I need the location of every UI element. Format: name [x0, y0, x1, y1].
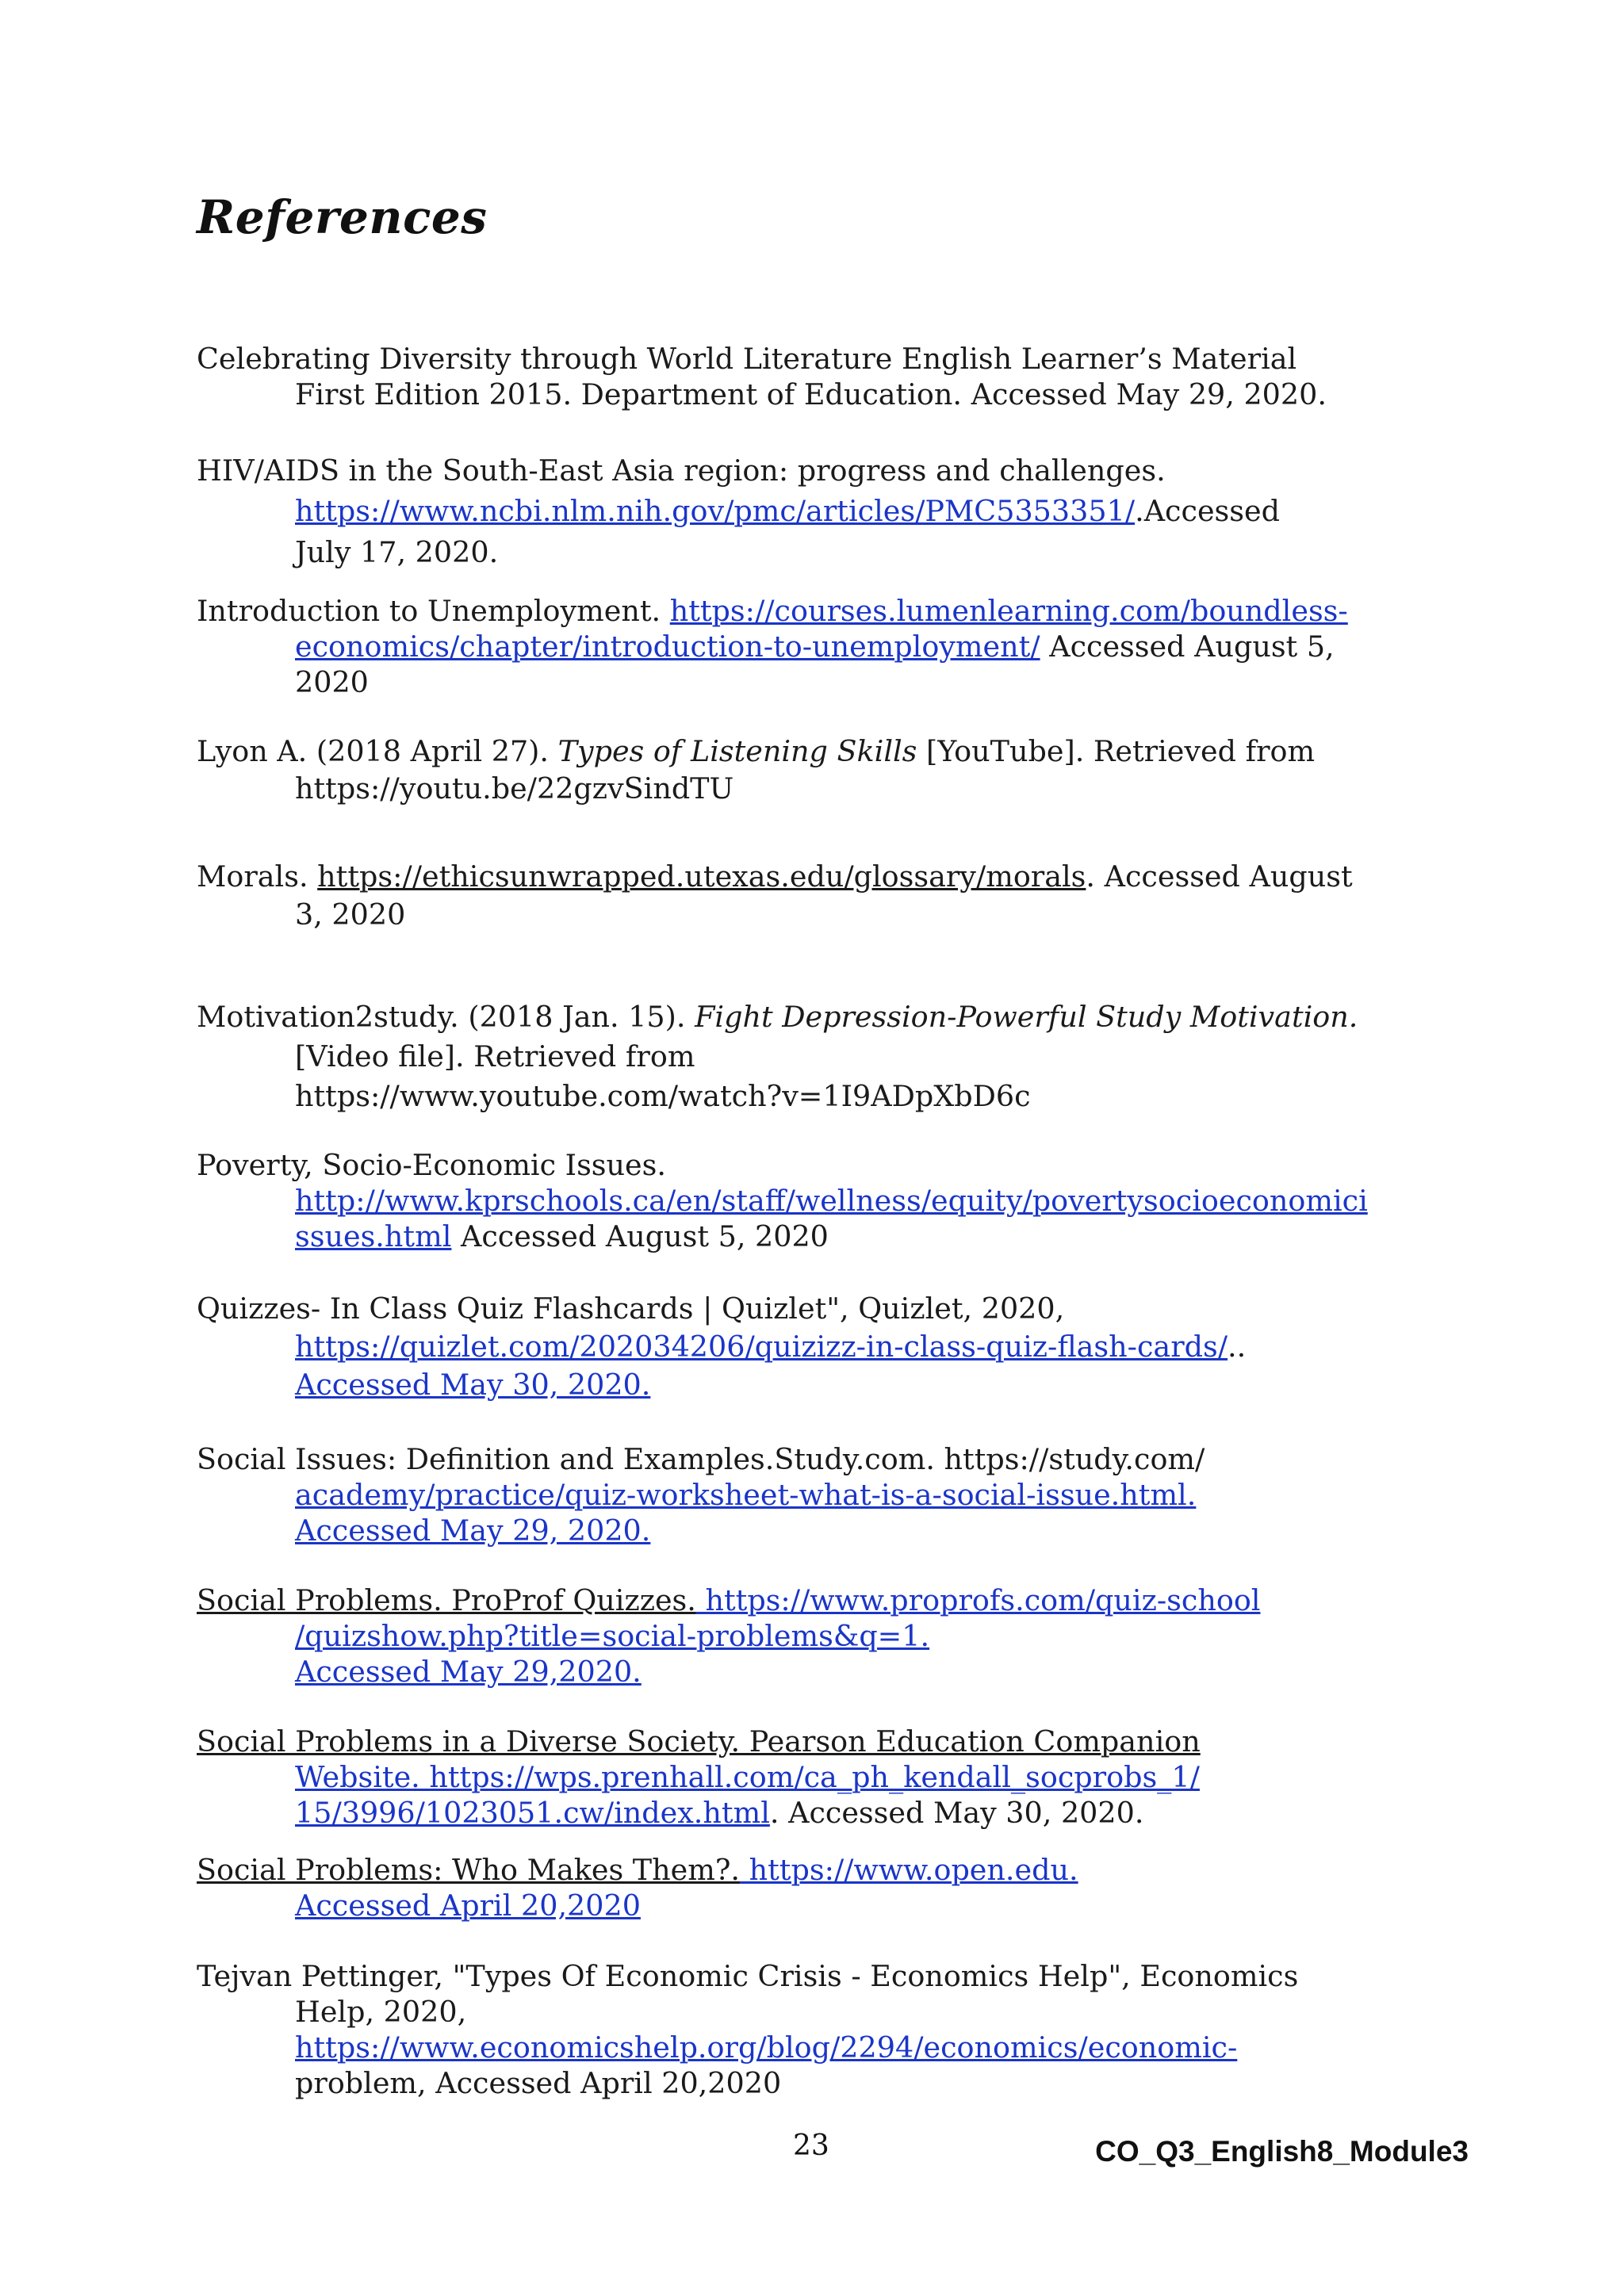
reference-entry-motivation2study — [197, 997, 1434, 1116]
reference-entry-social-issues — [197, 1441, 1434, 1548]
ref-line — [197, 1219, 1434, 1254]
reference-link[interactable]: /quizshow.php?title=social-problems&q=1. — [295, 1619, 930, 1653]
reference-entry-pettinger — [197, 1958, 1434, 2101]
ref-line: 2020 — [295, 665, 369, 699]
page-title: References — [197, 190, 488, 244]
reference-link[interactable]: Accessed May 30, 2020. — [295, 1368, 651, 1402]
ref-italic-title: Types of Listening Skills — [557, 734, 917, 768]
ref-text: . Accessed May 30, 2020. — [769, 1796, 1144, 1830]
reference-entry-pearson — [197, 1724, 1434, 1831]
ref-text: Motivation2study. (2018 Jan. 15). — [197, 1000, 695, 1034]
ref-text: Accessed August 5, 2020 — [451, 1219, 829, 1253]
ref-line — [197, 629, 1434, 664]
reference-link[interactable]: https://www.ncbi.nlm.nih.gov/pmc/articles/PMC5353351/ — [295, 494, 1136, 528]
ref-line: https://www.youtube.com/watch?v=1I9ADpXbD6c — [295, 1079, 1031, 1113]
module-code: CO_Q3_English8_Module3 — [1095, 2135, 1469, 2168]
ref-line — [197, 1795, 1434, 1831]
reference-link[interactable]: 15/3996/1023051.cw/index.html — [295, 1796, 770, 1830]
reference-entry-quizlet — [197, 1290, 1434, 1404]
page-number: 23 — [793, 2130, 829, 2162]
reference-entry-hiv-aids — [197, 453, 1434, 570]
reference-link[interactable]: https://www.proprofs.com/quiz-school — [695, 1583, 1261, 1617]
ref-line: [Video file]. Retrieved from — [295, 1039, 695, 1073]
ref-line: https://youtu.be/22gzvSindTU — [295, 771, 734, 806]
reference-link[interactable]: http://www.kprschools.ca/en/staff/wellness/equity/povertysocioeconomici — [295, 1184, 1368, 1218]
ref-line — [197, 733, 1434, 769]
reference-link[interactable]: academy/practice/quiz-worksheet-what-is-a-social-issue.html. — [295, 1478, 1197, 1512]
reference-link[interactable]: Accessed April 20,2020 — [295, 1888, 641, 1923]
ref-text: Morals. — [197, 859, 318, 894]
reference-link[interactable]: ssues.html — [295, 1219, 452, 1253]
ref-line — [197, 1582, 1434, 1618]
reference-link[interactable]: https://www.economicshelp.org/blog/2294/economics/economic- — [295, 2030, 1238, 2064]
reference-link[interactable]: economics/chapter/introduction-to-unemployment/ — [295, 629, 1040, 664]
ref-line — [197, 1183, 1434, 1219]
ref-line — [197, 1328, 1434, 1366]
reference-link[interactable]: https://quizlet.com/202034206/quizizz-in-class-quiz-flash-cards/ — [295, 1330, 1228, 1364]
reference-link[interactable]: https://courses.lumenlearning.com/boundless- — [669, 594, 1348, 628]
ref-line: HIV/AIDS in the South-East Asia region: progress and challenges. — [197, 453, 1166, 488]
ref-text: .Accessed — [1135, 494, 1280, 528]
ref-line: Social Problems in a Diverse Society. Pearson Education Companion — [197, 1724, 1201, 1758]
ref-line — [197, 2030, 1434, 2065]
reference-entry-proprof — [197, 1582, 1434, 1689]
ref-line: Quizzes- In Class Quiz Flashcards | Quizlet", Quizlet, 2020, — [197, 1292, 1065, 1326]
reference-entry-morals — [197, 859, 1434, 936]
ref-text: Accessed August 5, — [1040, 629, 1335, 664]
reference-entry-poverty — [197, 1147, 1434, 1254]
ref-italic-title: Fight Depression-Powerful Study Motivation. — [695, 1000, 1358, 1034]
reference-link[interactable]: https://ethicsunwrapped.utexas.edu/glossary/morals — [317, 859, 1086, 894]
reference-link[interactable]: https://www.open.edu. — [740, 1853, 1078, 1887]
ref-text: Lyon A. (2018 April 27). — [197, 734, 558, 768]
ref-text: Introduction to Unemployment. — [197, 594, 670, 628]
ref-line: 3, 2020 — [295, 897, 406, 932]
ref-line — [197, 488, 1434, 534]
ref-text: . Accessed August — [1086, 859, 1353, 894]
ref-text: .. — [1228, 1330, 1247, 1364]
ref-line — [197, 1852, 1434, 1888]
ref-line — [197, 859, 1434, 894]
reference-link[interactable]: Website. https://wps.prenhall.com/ca_ph_kendall_socprobs_1/ — [295, 1760, 1200, 1794]
ref-line: Tejvan Pettinger, "Types Of Economic Crisis - Economics Help", Economics — [197, 1959, 1299, 1993]
reference-entry-lyon — [197, 733, 1434, 809]
ref-line — [197, 593, 1434, 629]
reference-link[interactable]: Accessed May 29,2020. — [295, 1655, 642, 1689]
ref-line: First Edition 2015. Department of Education. Accessed May 29, 2020. — [295, 377, 1327, 411]
reference-entry-celebrating-diversity — [197, 341, 1434, 412]
ref-line: July 17, 2020. — [295, 535, 499, 569]
ref-text: Social Problems: Who Makes Them?. — [197, 1853, 741, 1887]
ref-text: Social Problems. ProProf Quizzes. — [197, 1583, 696, 1617]
reference-link[interactable]: Accessed May 29, 2020. — [295, 1513, 651, 1548]
ref-line: Poverty, Socio-Economic Issues. — [197, 1148, 666, 1182]
ref-line: Celebrating Diversity through World Literature English Learner’s Material — [197, 342, 1297, 376]
ref-line: Social Issues: Definition and Examples.Study.com. https://study.com/ — [197, 1442, 1205, 1476]
reference-entry-unemployment — [197, 593, 1434, 700]
ref-line — [197, 997, 1434, 1037]
ref-line: problem, Accessed April 20,2020 — [295, 2066, 782, 2100]
reference-entry-open-edu — [197, 1852, 1434, 1923]
ref-line — [197, 1618, 1434, 1654]
ref-line: Help, 2020, — [295, 1995, 467, 2029]
ref-text: [YouTube]. Retrieved from — [917, 734, 1316, 768]
